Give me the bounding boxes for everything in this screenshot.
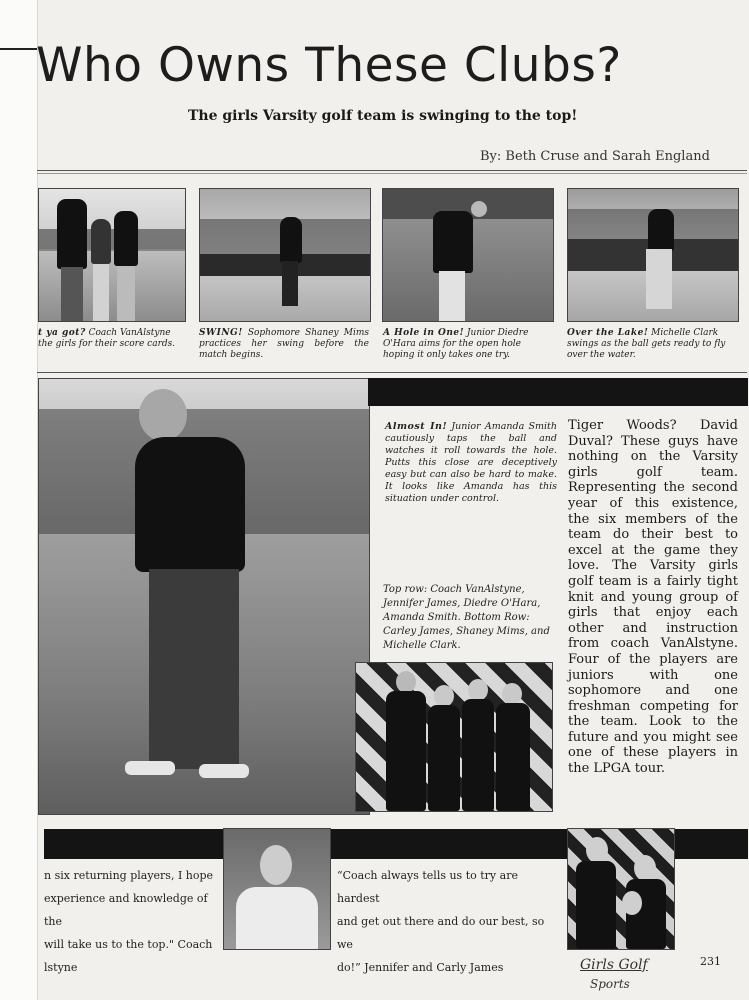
main-caption-lead: Almost In! (385, 421, 448, 432)
page-subtitle: The girls Varsity golf team is swinging to the top! (188, 108, 578, 124)
page-title: Who Owns These Clubs? (36, 38, 622, 93)
quote-coach-line-3: will take us to the top." Coach (44, 938, 213, 951)
top-rule-inner (37, 173, 747, 174)
quote-coach-line-2: experience and knowledge of the (44, 892, 208, 928)
left-page-rule (0, 48, 37, 50)
main-caption-text: Junior Amanda Smith cautiously taps the ball and watches it roll towards the hole. Putts this close are deceptively easy but can also be hard to make. It looks like Amanda has this situation under control. (385, 421, 557, 504)
quote-james (337, 864, 562, 979)
quote-james-line-1: “Coach always tells us to try are hardest (337, 869, 518, 905)
photo-shaney-swing (199, 188, 371, 322)
quote-james-line-2: and get out there and do our best, so we (337, 915, 545, 951)
photo-strip-rule (37, 372, 747, 373)
caption-1-lead: t ya got? (38, 328, 86, 338)
photo-amanda-putting (38, 378, 370, 815)
photo-team (355, 662, 553, 812)
footer-section-name: Girls Golf (580, 957, 648, 973)
caption-3-lead: A Hole in One! (383, 328, 465, 338)
quote-coach-line-4: lstyne (44, 961, 78, 974)
caption-3-text: Junior Diedre O'Hara aims for the open hole hoping it only takes one try. (383, 328, 529, 360)
byline: By: Beth Cruse and Sarah England (480, 149, 710, 164)
footer-category: Sports (590, 977, 630, 991)
page-number: 231 (700, 955, 721, 968)
photo-diedre-putt (382, 188, 554, 322)
caption-1-text: Coach VanAlstyne the girls for their score cards. (38, 328, 176, 349)
section-bar-top (368, 378, 748, 406)
caption-1 (38, 328, 183, 350)
photo-coach-portrait (223, 828, 331, 950)
caption-2-lead: SWING! (199, 328, 243, 338)
caption-4 (567, 328, 737, 361)
left-page-edge (0, 0, 38, 1000)
photo-james-sisters (567, 828, 675, 950)
main-caption (385, 421, 557, 505)
caption-4-lead: Over the Lake! (567, 328, 649, 338)
top-rule (37, 170, 747, 171)
quote-james-line-3: do!” Jennifer and Carly James (337, 961, 504, 974)
caption-3 (383, 328, 553, 361)
story-text: Tiger Woods? David Duval? These guys have nothing on the Varsity girls golf team. Representing the second year of this existence, the six members of the team do their best to excel at the game they love. The Varsity girls golf team is a fairly tight knit and young group of girls that enjoy each other and instruction from coach VanAlstyne. Four of the players are juniors with one sophomore and one freshman competing for the team. Look to the future and you might see one of these players in the LPGA tour. (568, 418, 738, 777)
caption-4-text: Michelle Clark swings as the ball gets ready to fly over the water. (567, 328, 726, 360)
quote-coach-line-1: n six returning players, I hope (44, 869, 214, 882)
team-caption: Top row: Coach VanAlstyne, Jennifer James, Diedre O'Hara, Amanda Smith. Bottom Row: Carley James, Shaney Mims, and Michelle Clark. (383, 584, 550, 651)
quote-coach (44, 864, 219, 979)
photo-michelle-lake (567, 188, 739, 322)
caption-2-text: Sophomore Shaney Mims practices her swing before the match begins. (199, 328, 369, 360)
caption-2 (199, 328, 369, 361)
photo-coach-scorecards (38, 188, 186, 322)
